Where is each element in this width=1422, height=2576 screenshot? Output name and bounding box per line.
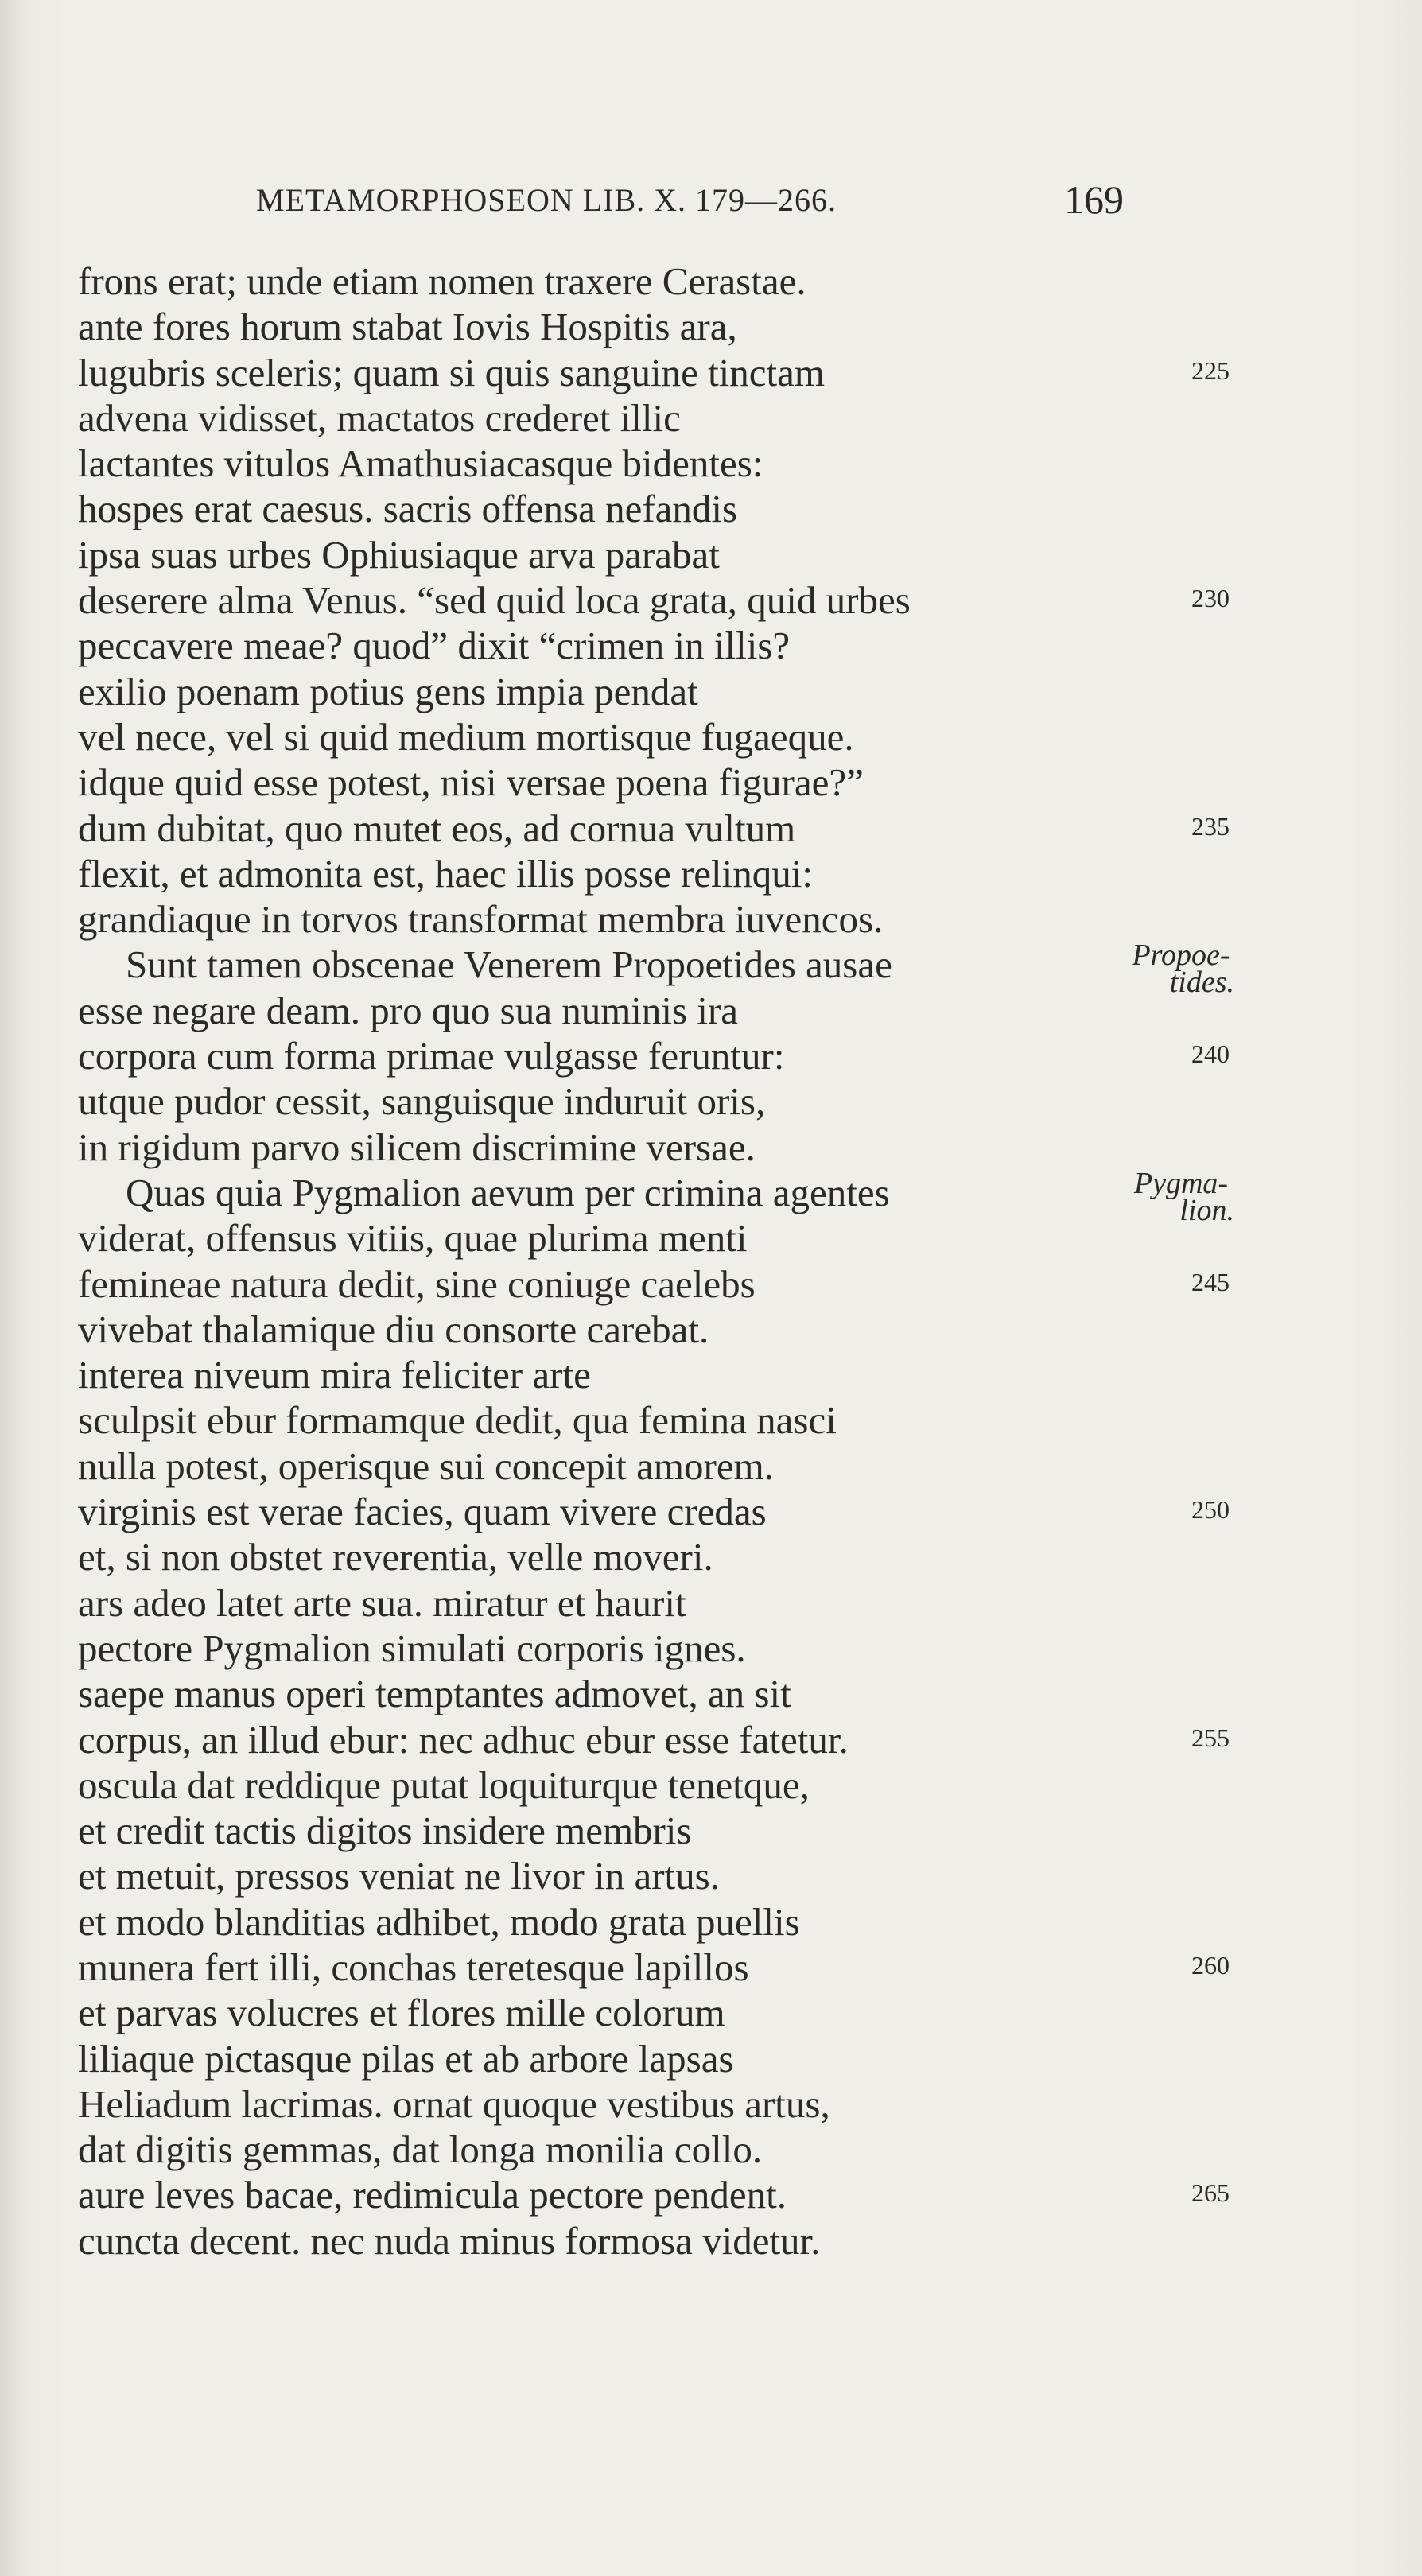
sidenote-line: Pygma- [1133, 1166, 1229, 1200]
verse-line [0, 2218, 1422, 2263]
verse-line [0, 577, 1422, 623]
line-number: 245 [1191, 1267, 1230, 1296]
verse-text: ipsa suas urbes Ophiusiaque arva parabat [78, 532, 720, 577]
verse-text: et credit tactis digitos insidere membris [78, 1809, 692, 1853]
verse-line [0, 1990, 1422, 2035]
verse-line [0, 2081, 1422, 2127]
running-head: METAMORPHOSEON LIB. X. 179—266. [256, 182, 837, 218]
verse-text: sculpsit ebur formamque dedit, qua femina nasci [78, 1398, 837, 1443]
verse-line [0, 623, 1422, 668]
sidenote-line: Propoe- [1132, 938, 1230, 973]
line-number: 265 [1191, 2178, 1230, 2208]
verse-text: lugubris sceleris; quam si quis sanguine tinctam [78, 350, 826, 394]
verse-line [0, 714, 1422, 760]
verse-line [0, 1717, 1422, 1762]
verse-text: et modo blanditias adhibet, modo grata puellis [78, 1899, 800, 1944]
verse-line [0, 486, 1422, 531]
verse-text: in rigidum parvo silicem discrimine versae. [78, 1125, 756, 1169]
verse-text: liliaque pictasque pilas et ab arbore lapsas [78, 2036, 734, 2081]
verse-text: et, si non obstet reverentia, velle moveri. [78, 1535, 713, 1579]
verse-line [0, 1443, 1422, 1489]
verse-line [0, 1671, 1422, 1716]
line-number: 230 [1191, 584, 1230, 613]
verse-line [0, 258, 1422, 304]
verse-line [0, 988, 1422, 1033]
page-header [0, 177, 1422, 229]
verse-text: ars adeo latet arte sua. miratur et haurit [78, 1580, 686, 1625]
verse-text: dat digitis gemmas, dat longa monilia collo. [78, 2127, 763, 2172]
verse-text: utque pudor cessit, sanguisque induruit oris, [78, 1079, 766, 1124]
verse-line [0, 1853, 1422, 1898]
verse-text: Quas quia Pygmalion aevum per crimina agentes [126, 1170, 890, 1214]
verse-text: et parvas volucres et flores mille colorum [78, 1991, 725, 2035]
line-number: 260 [1191, 1950, 1230, 1980]
verse-text: lactantes vitulos Amathusiacasque bidentes: [78, 441, 763, 486]
verse-text: esse negare deam. pro quo sua numinis ira [78, 988, 739, 1032]
verse-text: et metuit, pressos veniat ne livor in artus. [78, 1854, 720, 1898]
verse-line [0, 1125, 1422, 1170]
verse-text: hospes erat caesus. sacris offensa nefandis [78, 487, 738, 531]
verse-line [0, 441, 1422, 486]
verse-line [0, 1945, 1422, 1990]
line-number: 235 [1191, 811, 1230, 841]
verse-text: munera fert illi, conchas teretesque lapillos [78, 1945, 749, 1989]
verse-text: Heliadum lacrimas. ornat quoque vestibus artus, [78, 2081, 830, 2126]
verse-line [0, 1397, 1422, 1443]
verse-line [0, 896, 1422, 942]
verse-line [0, 395, 1422, 441]
verse-line [0, 938, 1422, 1000]
verse-text: peccavere meae? quod” dixit “crimen in illis? [78, 624, 791, 668]
line-number: 240 [1191, 1039, 1230, 1069]
verse-text: saepe manus operi temptantes admovet, an sit [78, 1672, 791, 1716]
verse-line [0, 1078, 1422, 1124]
verse-text: flexit, et admonita est, haec illis posse relinqui: [78, 851, 813, 896]
verse-text: aure leves bacae, redimicula pectore pendent. [78, 2173, 787, 2217]
verse-line [0, 2172, 1422, 2217]
sidenote-line: tides. [1169, 966, 1234, 1000]
verse-text: oscula dat reddique putat loquiturque tenetque, [78, 1762, 810, 1807]
verse-text: advena vidisset, mactatos crederet illic [78, 395, 681, 440]
verse-text: pectore Pygmalion simulati corporis ignes. [78, 1626, 746, 1670]
verse-line [0, 1899, 1422, 1945]
verse-text: vivebat thalamique diu consorte carebat. [78, 1307, 709, 1351]
verse-text: idque quid esse potest, nisi versae poena figurae?” [78, 760, 864, 805]
verse-text: exilio poenam potius gens impia pendat [78, 669, 698, 713]
verse-line [0, 1580, 1422, 1626]
verse-line [0, 1534, 1422, 1579]
poem-text [0, 258, 1422, 2263]
line-number: 250 [1191, 1495, 1230, 1525]
verse-line [0, 1307, 1422, 1352]
verse-line [0, 1033, 1422, 1078]
line-number: 225 [1191, 356, 1230, 385]
verse-line [0, 806, 1422, 851]
sidenote-line: lion. [1179, 1193, 1234, 1227]
verse-line [0, 1808, 1422, 1853]
verse-text: femineae natura dedit, sine coniuge caelebs [78, 1261, 756, 1306]
verse-text: Sunt tamen obscenae Venerem Propoetides ausae [126, 942, 892, 987]
verse-line [0, 350, 1422, 395]
verse-line [0, 1166, 1422, 1227]
verse-line [0, 1626, 1422, 1671]
verse-line [0, 2127, 1422, 2172]
page-number: 169 [1064, 177, 1124, 222]
verse-line [0, 1352, 1422, 1397]
verse-line [0, 669, 1422, 714]
verse-line [0, 532, 1422, 577]
verse-text: vel nece, vel si quid medium mortisque fugaeque. [78, 714, 854, 759]
verse-text: interea niveum mira feliciter arte [78, 1353, 591, 1397]
verse-line [0, 304, 1422, 349]
verse-text: corpora cum forma primae vulgasse feruntur: [78, 1034, 785, 1078]
verse-line [0, 760, 1422, 805]
verse-text: grandiaque in torvos transformat membra iuvencos. [78, 897, 884, 942]
verse-line [0, 851, 1422, 896]
verse-text: virginis est verae facies, quam vivere credas [78, 1490, 767, 1534]
verse-line [0, 1762, 1422, 1808]
verse-line [0, 1261, 1422, 1307]
verse-text: deserere alma Venus. “sed quid loca grata, quid urbes [78, 578, 911, 623]
verse-line [0, 1215, 1422, 1261]
verse-text: dum dubitat, quo mutet eos, ad cornua vultum [78, 806, 796, 850]
verse-text: nulla potest, operisque sui concepit amorem. [78, 1443, 774, 1488]
line-number: 255 [1191, 1723, 1230, 1752]
verse-line [0, 1489, 1422, 1534]
verse-text: frons erat; unde etiam nomen traxere Cerastae. [78, 259, 806, 303]
verse-text: viderat, offensus vitiis, quae plurima menti [78, 1216, 748, 1261]
verse-text: corpus, an illud ebur: nec adhuc ebur esse fatetur. [78, 1717, 849, 1762]
verse-text: cuncta decent. nec nuda minus formosa videtur. [78, 2218, 821, 2263]
verse-text: ante fores horum stabat Iovis Hospitis ara, [78, 305, 737, 349]
verse-line [0, 2036, 1422, 2081]
